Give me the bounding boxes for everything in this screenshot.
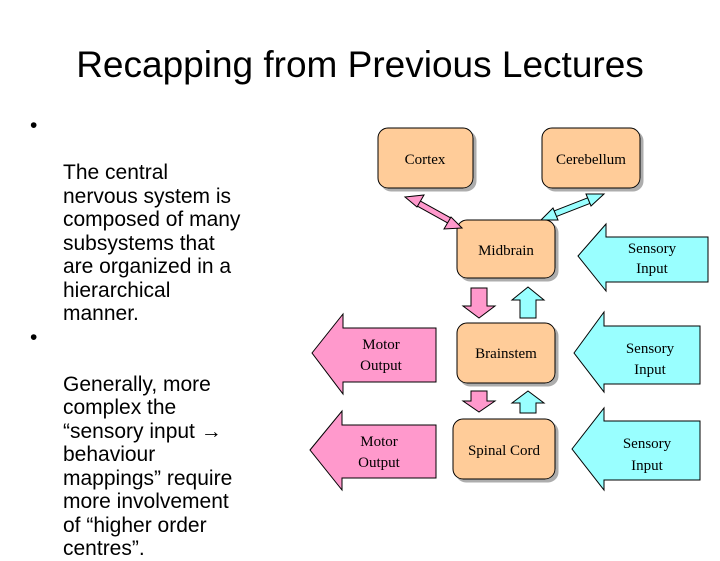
cerebellum-label: Cerebellum [556, 152, 626, 168]
bullet-marker: • [30, 114, 38, 137]
brainstem-to-midbrain-arrow [512, 287, 544, 318]
brainstem-label: Brainstem [475, 346, 537, 362]
sensory-input-line2: Input [636, 261, 668, 277]
midbrain-label: Midbrain [478, 243, 534, 259]
midbrain-node [457, 220, 555, 278]
motor-output-line1: Motor [362, 337, 400, 353]
sensory-input-line1: Sensory [622, 436, 672, 452]
sensory-input-arrow [572, 408, 700, 490]
sensory-input-line2: Input [634, 362, 666, 378]
midbrain-to-brainstem-arrow [463, 288, 495, 318]
cerebellum-midbrain-arrow [541, 194, 604, 220]
cortex-midbrain-arrow [405, 195, 462, 229]
cortex-node [378, 128, 473, 188]
sensory-input-line2: Input [631, 458, 663, 474]
motor-output-line2: Output [360, 358, 402, 374]
motor-output-arrow [312, 314, 436, 394]
slide-title: Recapping from Previous Lectures [76, 44, 644, 85]
brainstem-node [457, 323, 555, 383]
motor-output-arrow [310, 411, 436, 490]
brainstem-to-spinal-arrow [463, 391, 495, 412]
cortex-label: Cortex [404, 152, 446, 168]
sensory-input-line1: Sensory [627, 241, 677, 257]
motor-output-line1: Motor [360, 434, 398, 450]
motor-output-line2: Output [358, 455, 400, 471]
bullet-text: The central nervous system is composed of many subsystems that are organized in a hierarchical manner. [63, 161, 241, 325]
spinal-cord-node [453, 419, 555, 479]
cerebellum-node [542, 128, 640, 188]
sensory-input-line1: Sensory [625, 341, 675, 357]
bullet-marker: • [30, 325, 38, 349]
sensory-input-arrow [574, 312, 700, 392]
spinal-cord-label: Spinal Cord [467, 443, 541, 459]
sensory-input-arrow [578, 224, 708, 291]
bullet-text: Generally, more complex the “sensory input → behaviour mappings” require more involvement of “higher order centres”. [63, 372, 233, 560]
spinal-to-brainstem-arrow [512, 391, 544, 413]
